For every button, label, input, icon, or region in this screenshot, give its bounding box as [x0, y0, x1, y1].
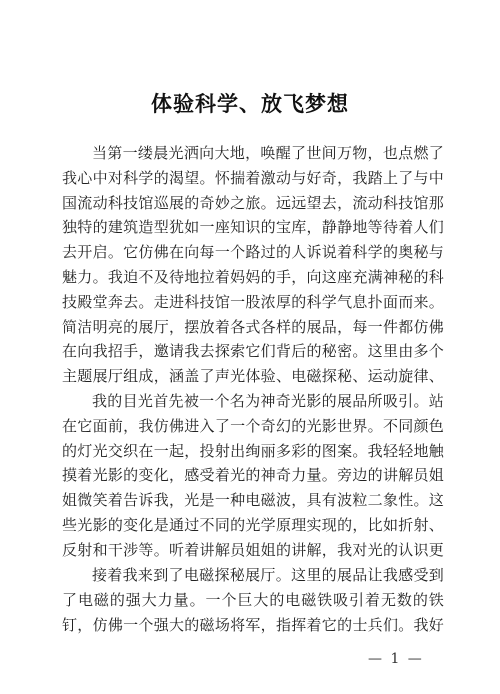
- paragraph-1: 当第一缕晨光洒向大地，唤醒了世间万物，也点燃了我心中对科学的渴望。怀揣着激动与好奇，我踏上了与中国流动科技馆巡展的奇妙之旅。远远望去，流动科技馆那独特的建筑造型犹如一座知识的宝库，静静地等待着人们去开启。它仿佛在向每一个路过的人诉说着科学的奥秘与魅力。我迫不及待地拉着妈妈的手，向这座充满神秘的科技殿堂奔去。走进科技馆一股浓厚的科学气息扑面而来。简洁明亮的展厅，摆放着各式各样的展品，每一件都仿佛在向我招手，邀请我去探索它们背后的秘密。这里由多个主题展厅组成，涵盖了声光体验、电磁探秘、运动旋律、: [62, 144, 444, 386]
- document-body: [62, 141, 444, 637]
- paragraph-2: 我的目光首先被一个名为神奇光影的展品所吸引。站在它面前，我仿佛进入了一个奇幻的光影世界。不同颜色的灯光交织在一起，投射出绚丽多彩的图案。我轻轻地触摸着光影的变化，感受着光的神奇力量。旁边的讲解员姐姐微笑着告诉我，光是一种电磁波，具有波粒二象性。这些光影的变化是通过不同的光学原理实现的，比如折射、反射和干涉等。听着讲解员姐姐的讲解，我对光的认识更: [62, 392, 444, 559]
- document-title: 体验科学、放飞梦想: [151, 91, 349, 116]
- paragraph-3: 接着我来到了电磁探秘展厅。这里的展品让我感受到了电磁的强大力量。一个巨大的电磁铁吸引着无数的铁钉，仿佛一个强大的磁场将军，指挥着它的士兵们。我好: [62, 566, 444, 634]
- page-number: — 1 —: [368, 651, 424, 667]
